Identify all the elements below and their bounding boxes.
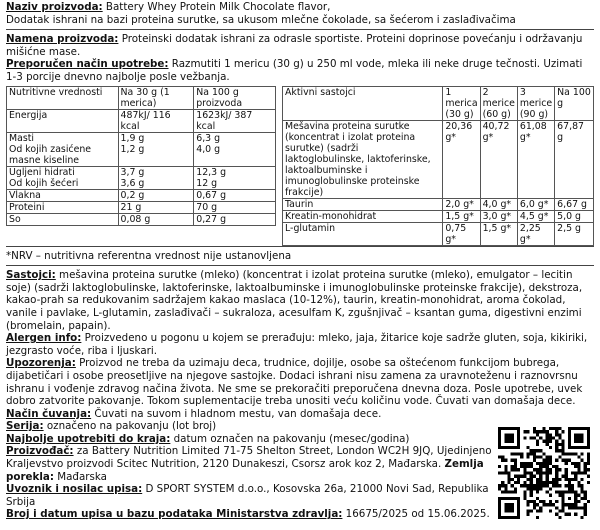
active-header-row: [283, 86, 594, 120]
active-cell: 1,5 g*: [480, 222, 517, 245]
divider: [6, 265, 594, 266]
importer-label: Uvoznik i nosilac upisa:: [6, 483, 143, 496]
nutrition-cell: 1623kJ/ 387 kcal: [194, 109, 276, 132]
active-row: [283, 222, 594, 245]
origin-value: Mađarska: [53, 470, 107, 483]
nutrition-row: [7, 109, 276, 132]
active-cell: 2,5 g: [555, 222, 594, 245]
active-row: [283, 120, 594, 198]
lot-line: [6, 420, 494, 433]
active-cell: 40,72 g*: [480, 120, 517, 198]
warning-line: [6, 357, 592, 407]
producer-text: za Battery Nutrition Limited 71-75 Shelton Street, London WC2H 9JQ, Ujedinjeno Kraljevstvo proizvodi Scitec Nutrition, 2120 Dunakeszi, Csorsz arok koz 2, Mađarska.: [6, 445, 492, 471]
usage-label: Preporučen način upotrebe:: [6, 58, 169, 71]
active-cell: 1,5 g*: [443, 210, 480, 222]
active-cell: 6,67 g: [555, 198, 594, 210]
active-cell: 6,0 g*: [517, 198, 554, 210]
nutrition-cell: 3,7 g 3,6 g: [118, 166, 194, 189]
best-before-text: datum označen na pakovanju (mesec/godina): [170, 432, 410, 445]
origin-label: Zemlja porekla:: [6, 458, 484, 483]
nutrition-cell: Ugljeni hidrati Od kojih šećeri: [7, 166, 119, 189]
storage-text: Čuvati na suvom i hladnom mestu, van domašaja dece.: [91, 407, 382, 420]
ingredients-line: [6, 269, 594, 332]
nutrition-header-cell: Na 100 g proizvoda: [194, 86, 276, 109]
active-row: [283, 210, 594, 222]
active-cell: Taurin: [283, 198, 443, 210]
storage-line: [6, 408, 494, 421]
nutrition-row: [7, 189, 276, 201]
nutrition-row: [7, 201, 276, 213]
tables-area: [6, 86, 594, 243]
nutrition-header-row: [7, 86, 276, 109]
warning-label: Upozorenja:: [6, 357, 76, 370]
importer-line: [6, 483, 494, 508]
nutrition-cell: 0,27 g: [194, 213, 276, 225]
producer-label: Proizvođač:: [6, 445, 74, 458]
product-name-line: [6, 1, 594, 14]
nutrition-row: [7, 213, 276, 225]
divider: [6, 246, 594, 247]
best-before-label: Najbolje upotrebiti do kraja:: [6, 432, 171, 445]
nutrition-cell: So: [7, 213, 119, 225]
lot-text: označeno na pakovanju (lot broj): [43, 420, 217, 433]
active-cell: 67,87 g: [555, 120, 594, 198]
nutrition-cell: 0,08 g: [118, 213, 194, 225]
purpose-label: Namena proizvoda:: [6, 33, 119, 46]
nutrition-table: [6, 86, 276, 226]
registry-label: Broj i datum upisa u bazu podataka Ministarstva zdravlja:: [6, 508, 343, 521]
nutrition-cell: 487kJ/ 116 kcal: [118, 109, 194, 132]
nutrition-row: [7, 132, 276, 166]
nutrition-row: [7, 166, 276, 189]
storage-label: Način čuvanja:: [6, 407, 92, 420]
product-name-label: Naziv proizvoda:: [6, 1, 103, 13]
lot-label: Serija:: [6, 420, 44, 433]
nutrition-cell: 6,3 g 4,0 g: [194, 132, 276, 166]
nutrition-cell: Energija: [7, 109, 119, 132]
active-ingredients-table: [282, 86, 594, 246]
producer-line: [6, 445, 494, 483]
registry-text: 16675/2025 od 15.06.2025.: [342, 508, 490, 521]
warning-text: Proizvod ne treba da uzimaju deca, trudnice, dojilje, osobe sa oštećenom funkcijom bubrega, dijabetičari i osobe preosetljive na njegove sastojke. Dodaci ishrani nisu zamena za uravnoteženu i raznovrsnu ishranu i vođenje zdravog načina života. Ne sme se prekoračiti preporučena dnevna doza. Posle upotrebe, uvek dobro zatvorite pakovanje. Tokom suplementacije treba unositi veću količinu vode. Čuvati van domašaja dece.: [6, 357, 583, 408]
active-cell: 20,36 g*: [443, 120, 480, 198]
ingredients-label: Sastojci:: [6, 269, 56, 282]
nutrition-cell: Masti Od kojih zasićene masne kiseline: [7, 132, 119, 166]
nutrition-cell: Proteini: [7, 201, 119, 213]
importer-text: D SPORT SYSTEM d.o.o., Kosovska 26a, 21000 Novi Sad, Republika Srbija: [6, 483, 489, 508]
active-row: [283, 198, 594, 210]
active-cell: 2,25 g*: [517, 222, 554, 245]
qr-code-icon[interactable]: [498, 427, 590, 519]
nutrition-header-cell: Na 30 g (1 merica): [118, 86, 194, 109]
active-header-cell: 2 merice (60 g): [480, 86, 517, 120]
nutrition-cell: 1,9 g 1,2 g: [118, 132, 194, 166]
nrv-note: *NRV – nutritivna referentna vrednost nije ustanovljena: [6, 249, 292, 262]
active-header-cell: 3 merice (90 g): [517, 86, 554, 120]
nutrition-cell: 0,67 g: [194, 189, 276, 201]
nutrition-cell: 70 g: [194, 201, 276, 213]
active-header-cell: 1 merica (30 g): [443, 86, 480, 120]
nutrition-cell: 21 g: [118, 201, 194, 213]
active-header-cell: Aktivni sastojci: [283, 86, 443, 120]
active-cell: 0,75 g*: [443, 222, 480, 245]
allergen-line: [6, 332, 594, 357]
best-before-line: [6, 433, 494, 446]
nutrition-cell: 12,3 g 12 g: [194, 166, 276, 189]
divider: [6, 29, 594, 30]
product-name-value: Battery Whey Protein Milk Chocolate flavor,: [102, 1, 331, 13]
nutrition-cell: Vlakna: [7, 189, 119, 201]
active-header-cell: Na 100 g: [555, 86, 594, 120]
purpose-text: Proteinski dodatak ishrani za odrasle sportiste. Proteini doprinose povećanju i održavanju mišićne mase.: [6, 33, 583, 58]
active-cell: 61,08 g*: [517, 120, 554, 198]
active-cell: Mešavina proteina surutke (koncentrat i izolat proteina surutke) (sadrži laktoglobulinske, laktoferinske, laktoalbuminske i imunoglobulinske proteinske frakcije): [283, 120, 443, 198]
active-cell: 3,0 g*: [480, 210, 517, 222]
active-cell: Kreatin-monohidrat: [283, 210, 443, 222]
allergen-label: Alergen info:: [6, 332, 82, 345]
active-cell: 5,0 g: [555, 210, 594, 222]
active-cell: 2,0 g*: [443, 198, 480, 210]
purpose-line: [6, 33, 594, 58]
nutrition-cell: 0,2 g: [118, 189, 194, 201]
active-cell: 4,0 g*: [480, 198, 517, 210]
nutrition-header-cell: Nutritivne vrednosti: [7, 86, 119, 109]
active-cell: 4,5 g*: [517, 210, 554, 222]
bottom-info: [6, 408, 494, 509]
ingredients-text: mešavina proteina surutke (mleko) (koncentrat i izolat proteina surutke (mleko), emulgator – lecitin soje) (sadrži laktoglobulinske, laktoferinske, laktoalbuminske i imunoglobulinske proteinske frakcije), dekstroza, kakao-prah sa redukovanim sadržajem kakao maslaca (10-12%), taurin, kreatin-monohidrat, aroma čokolad, vanile i pavlake, L-glutamin, zaslađivači – sukraloza, acesulfam K, zgušnjivač – ksantan guma, digestivni enzimi (bromelain, papain).: [6, 269, 583, 332]
usage-line: [6, 58, 594, 83]
usage-text: Razmutiti 1 mericu (30 g) u 250 ml vode, mleka ili neke druge tečnosti. Uzimati 1-3 porcije dnevno najbolje posle vežbanja.: [6, 58, 583, 83]
product-subtitle: Dodatak ishrani na bazi proteina surutke, sa ukusom mlečne čokolade, sa šećerom i zaslađivačima: [6, 13, 516, 26]
active-cell: L-glutamin: [283, 222, 443, 245]
allergen-text: Proizvedeno u pogonu u kojem se prerađuju: mleko, jaja, žitarice koje sadrže gluten, soja, kikiriki, jezgrasto voće, riba i ljuskari.: [6, 332, 588, 357]
